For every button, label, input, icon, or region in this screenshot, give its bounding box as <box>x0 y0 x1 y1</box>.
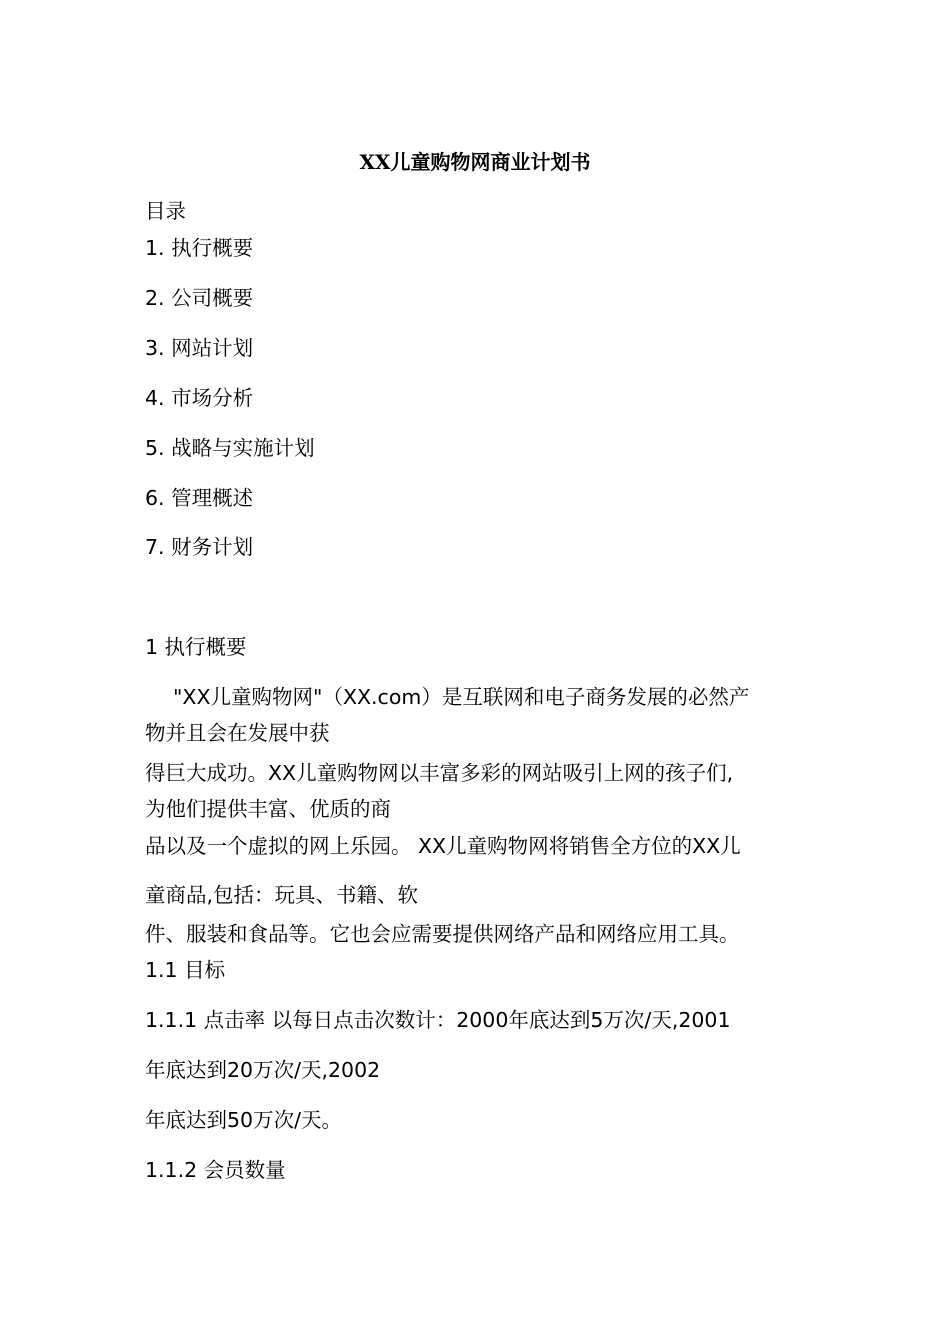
paragraph-line: "XX儿童购物网"（XX.com）是互联网和电子商务发展的必然产 <box>173 685 750 709</box>
paragraph-line: 品以及一个虚拟的网上乐园。 XX儿童购物网将销售全方位的XX儿 <box>145 834 741 858</box>
paragraph-line: 童商品,包括：玩具、书籍、软 <box>145 883 419 907</box>
paragraph-line: 件、服装和食品等。它也会应需要提供网络产品和网络应用工具。 <box>145 922 740 946</box>
toc-item-5: 5. 战略与实施计划 <box>145 436 315 460</box>
section-1-heading: 1 执行概要 <box>145 635 247 659</box>
document-title: XX儿童购物网商业计划书 <box>359 150 591 174</box>
subsection-1-1-heading: 1.1 目标 <box>145 958 226 982</box>
paragraph-line: 物并且会在发展中获 <box>145 721 330 745</box>
toc-heading: 目录 <box>145 199 186 223</box>
goal-line: 1.1.1 点击率 以每日点击次数计：2000年底达到5万次/天,2001 <box>145 1008 731 1032</box>
toc-item-6: 6. 管理概述 <box>145 486 254 510</box>
toc-item-3: 3. 网站计划 <box>145 336 254 360</box>
paragraph-line: 得巨大成功。XX儿童购物网以丰富多彩的网站吸引上网的孩子们, <box>145 761 734 785</box>
toc-item-7: 7. 财务计划 <box>145 535 254 559</box>
goal-line: 年底达到50万次/天。 <box>145 1108 342 1132</box>
subsection-1-1-2-heading: 1.1.2 会员数量 <box>145 1158 286 1182</box>
goal-line: 年底达到20万次/天,2002 <box>145 1058 381 1082</box>
toc-item-1: 1. 执行概要 <box>145 236 254 260</box>
toc-item-2: 2. 公司概要 <box>145 286 254 310</box>
paragraph-line: 为他们提供丰富、优质的商 <box>145 797 391 821</box>
toc-item-4: 4. 市场分析 <box>145 386 254 410</box>
